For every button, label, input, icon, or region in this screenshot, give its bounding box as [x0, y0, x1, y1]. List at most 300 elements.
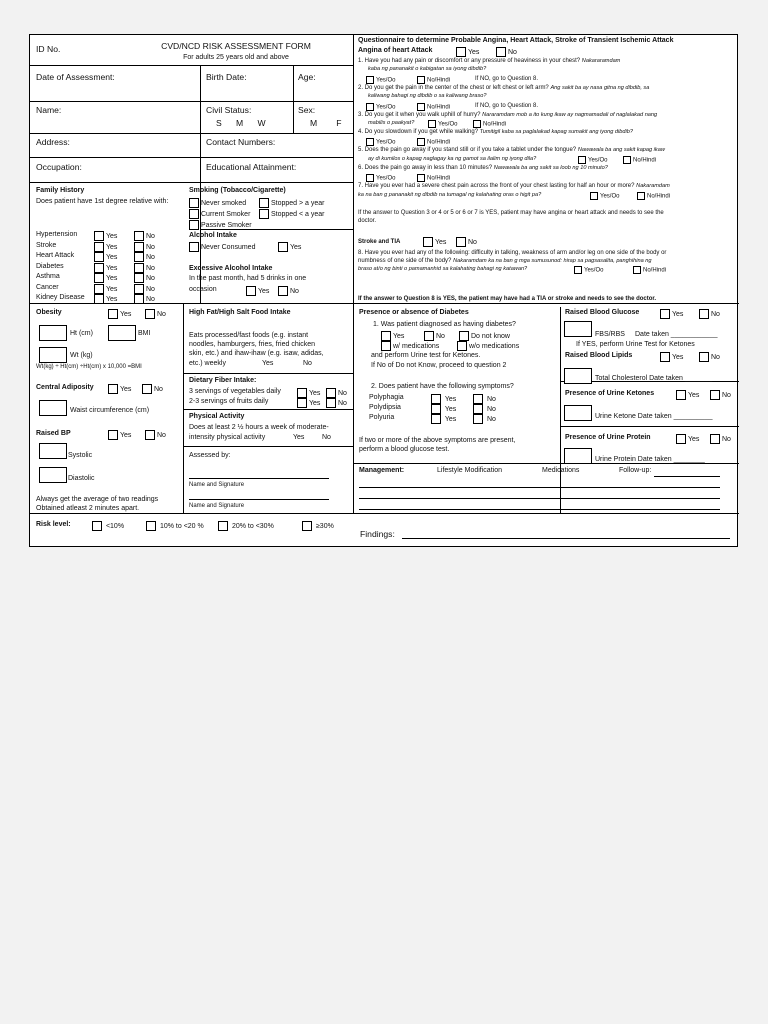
family-history-no[interactable]: No — [134, 231, 155, 241]
checkbox[interactable] — [457, 341, 467, 351]
checkbox[interactable] — [94, 242, 104, 252]
id-label: ID No. — [36, 44, 61, 54]
divider — [30, 513, 739, 514]
question-8b: numbness of one side of the body? Nakaramdam ka na ban g mga sumusunod: hirap sa pagsasalita, panghihina ng — [358, 258, 652, 264]
symptom-yes[interactable]: Yes — [431, 404, 456, 414]
checkbox[interactable] — [660, 309, 670, 319]
diabetes-q2: 2. Does patient have the following symptoms? — [371, 383, 514, 390]
smoking-passive[interactable]: Passive Smoker — [189, 220, 252, 230]
fiber-veg-no[interactable]: No — [326, 388, 347, 398]
fbs-input[interactable] — [564, 321, 592, 337]
urine-protein-label[interactable]: Urine Protein Date taken ________ — [595, 456, 705, 463]
findings-line[interactable] — [402, 538, 730, 539]
management-line[interactable] — [359, 487, 720, 488]
checkbox[interactable] — [259, 198, 269, 208]
checkbox[interactable] — [259, 209, 269, 219]
signature-line[interactable] — [189, 499, 329, 500]
checkbox[interactable] — [108, 384, 118, 394]
symptom-row — [369, 394, 559, 404]
diastolic-label: Diastolic — [68, 475, 95, 482]
family-history-row — [36, 294, 196, 305]
risk-level-3[interactable]: 20% to <30% — [218, 521, 274, 531]
symptom-yes[interactable]: Yes — [431, 414, 456, 424]
address-field[interactable]: Address: — [36, 137, 70, 147]
risk-level-2[interactable]: 10% to <20 % — [146, 521, 204, 531]
family-history-yes[interactable]: Yes — [94, 263, 117, 273]
ketones-no[interactable]: No — [710, 390, 731, 400]
checkbox[interactable] — [660, 352, 670, 362]
checkbox[interactable] — [710, 434, 720, 444]
checkbox[interactable] — [326, 388, 336, 398]
family-history-row — [36, 284, 196, 295]
checkbox[interactable] — [366, 174, 374, 182]
civil-status-field[interactable]: Civil Status: — [206, 105, 252, 115]
checkbox[interactable] — [381, 341, 391, 351]
height-input[interactable] — [39, 325, 67, 341]
question-2: 2. Do you get the pain in the center of the chest or left chest or left arm? Ang sakit ba ay nasa gitna ng dibdib, sa — [358, 85, 650, 91]
obesity-no[interactable]: No — [145, 309, 166, 319]
checkbox[interactable] — [473, 404, 483, 414]
checkbox[interactable] — [366, 103, 374, 111]
q8-yes[interactable]: Yes/Oo — [574, 266, 603, 275]
urine-protein-input[interactable] — [564, 448, 592, 464]
checkbox[interactable] — [134, 263, 144, 273]
lifestyle-modification[interactable]: Lifestyle Modification — [437, 467, 502, 474]
family-history-yes[interactable]: Yes — [94, 284, 117, 294]
checkbox[interactable] — [297, 398, 307, 408]
checkbox[interactable] — [473, 414, 483, 424]
checkbox[interactable] — [676, 390, 686, 400]
risk-level-4[interactable]: ≥30% — [302, 521, 334, 531]
checkbox[interactable] — [417, 174, 425, 182]
family-history-title: Family History — [36, 187, 85, 194]
symptom-label: Polyuria — [369, 414, 395, 421]
fiber-fruit-no[interactable]: No — [326, 398, 347, 408]
urine-ketone-label[interactable]: Urine Ketone Date taken __________ — [595, 413, 713, 420]
glucose-yes[interactable]: Yes — [660, 309, 683, 319]
question-5: 5. Does the pain go away if you stand still or if you take a tablet under the tongue? Nawawala ba ang sakit kapag ikaw — [358, 147, 665, 153]
checkbox[interactable] — [146, 521, 156, 531]
followup-label[interactable]: Follow-up: — [619, 467, 652, 474]
activity-title: Physical Activity — [189, 413, 245, 420]
q8-no[interactable]: No/Hindi — [633, 266, 666, 275]
family-history-no[interactable]: No — [134, 284, 155, 294]
diabetes-if-no: If No of Do not Know, proceed to question 2 — [371, 362, 507, 369]
checkbox[interactable] — [278, 242, 288, 252]
activity-yes[interactable]: Yes — [293, 434, 305, 441]
diabetes-q1: 1. Was patient diagnosed as having diabetes? — [373, 321, 516, 328]
q6-no[interactable]: No/Hindi — [417, 174, 450, 183]
checkbox[interactable] — [134, 242, 144, 252]
family-history-condition: Hypertension — [36, 231, 78, 238]
checkbox[interactable] — [431, 394, 441, 404]
activity-text: Does at least 2 ½ hours a week of moderate- — [189, 424, 329, 431]
family-history-row — [36, 242, 196, 253]
signature-line[interactable] — [189, 478, 329, 479]
checkbox[interactable] — [633, 266, 641, 274]
family-history-yes[interactable]: Yes — [94, 231, 117, 241]
question-3-tagalog: mabilis o paakyat? — [368, 120, 415, 126]
checkbox[interactable] — [496, 47, 506, 57]
divider — [30, 133, 353, 134]
cholesterol-label[interactable]: Total Cholesterol Date taken _______ — [595, 375, 713, 382]
alcohol-title: Alcohol Intake — [189, 232, 237, 239]
systolic-label: Systolic — [68, 452, 93, 459]
checkbox[interactable] — [108, 430, 118, 440]
diet-title: High Fat/High Salt Food Intake — [189, 309, 291, 316]
smoking-never[interactable]: Never smoked — [189, 198, 246, 208]
diabetes-note: If two or more of the above symptoms are present, — [359, 437, 516, 444]
checkbox[interactable] — [417, 76, 425, 84]
checkbox[interactable] — [142, 384, 152, 394]
date-assessment-field[interactable]: Date of Assessment: — [36, 72, 115, 82]
checkbox[interactable] — [574, 266, 582, 274]
angina-label: Angina of heart Attack — [358, 47, 433, 54]
question-4: 4. Do you slowdown if you get while walking? Tumitigil kaba sa paglalakad kapag sumakit ang iyong dibdib? — [358, 129, 633, 135]
blood-glucose-title: Raised Blood Glucose — [565, 309, 640, 316]
management-line[interactable] — [359, 498, 720, 499]
checkbox[interactable] — [456, 237, 466, 247]
symptom-no[interactable]: No — [473, 414, 496, 424]
occupation-field[interactable]: Occupation: — [36, 162, 82, 172]
fiber-fruit: 2-3 servings of fruits daily — [189, 398, 269, 405]
raised-bp-no[interactable]: No — [145, 430, 166, 440]
family-history-row — [36, 273, 196, 284]
family-history-condition: Diabetes — [36, 262, 64, 270]
smoking-stopped-more[interactable]: Stopped > a year — [259, 198, 325, 208]
q7-no[interactable]: No/Hindi — [637, 192, 670, 201]
family-history-condition: Heart Attack — [36, 252, 75, 259]
obesity-title: Obesity — [36, 309, 62, 316]
q1-note: If NO, go to Question 8. — [475, 76, 539, 82]
checkbox[interactable] — [366, 76, 374, 84]
checkbox[interactable] — [134, 231, 144, 241]
question-1: 1. Have you had any pain or discomfort or any pressure of heaviness in your chest? Nakararamdam — [358, 58, 621, 64]
risk-level-1[interactable]: <10% — [92, 521, 124, 531]
divider — [30, 101, 353, 102]
stroke-label: Stroke and TIA — [358, 239, 401, 245]
checkbox[interactable] — [134, 252, 144, 262]
name-field[interactable]: Name: — [36, 105, 62, 115]
cholesterol-input[interactable] — [564, 368, 592, 384]
checkbox[interactable] — [94, 273, 104, 283]
symptom-no[interactable]: No — [473, 404, 496, 414]
q5-no[interactable]: No/Hindi — [623, 156, 656, 165]
diabetes-with-med[interactable]: w/ medications — [381, 341, 439, 351]
checkbox[interactable] — [710, 390, 720, 400]
angina-no[interactable]: No — [496, 47, 517, 57]
activity-no[interactable]: No — [322, 434, 331, 441]
diabetes-yes[interactable]: Yes — [381, 331, 404, 341]
checkbox[interactable] — [134, 273, 144, 283]
symptom-no[interactable]: No — [473, 394, 496, 404]
fbs-label: FBS/RBS — [595, 331, 625, 338]
checkbox[interactable] — [699, 352, 709, 362]
diabetes-without-med[interactable]: w/o medications — [457, 341, 519, 351]
checkbox[interactable] — [428, 120, 436, 128]
fiber-title: Dietary Fiber Intake: — [189, 377, 257, 384]
excessive-alcohol-yes[interactable]: Yes — [246, 286, 269, 296]
diet-yes[interactable]: Yes — [262, 360, 274, 367]
question-8: 8. Have you ever had any of the following: difficulty in talking, weakness of arm and/or leg on one side of the body or — [358, 250, 667, 256]
smoking-current[interactable]: Current Smoker — [189, 209, 250, 219]
assessed-by-label: Assessed by: — [189, 452, 231, 459]
family-history-yes[interactable]: Yes — [94, 242, 117, 252]
divider — [560, 426, 739, 427]
excessive-alcohol-text2: occasion — [189, 286, 217, 293]
checkbox[interactable] — [246, 286, 256, 296]
divider — [30, 182, 353, 183]
risk-level-label: Risk level: — [36, 521, 71, 528]
name-signature-label: Name and Signature — [189, 503, 245, 509]
q2-yes[interactable]: Yes/Oo — [366, 103, 395, 112]
questionnaire-title: Questionnaire to determine Probable Angina, Heart Attack, Stroke of Transient Ischemic Attack — [358, 37, 674, 44]
checkbox[interactable] — [590, 192, 598, 200]
checkbox[interactable] — [459, 331, 469, 341]
family-history-yes[interactable]: Yes — [94, 294, 117, 304]
findings-label: Findings: — [360, 529, 395, 539]
checkbox[interactable] — [473, 394, 483, 404]
angina-yes[interactable]: Yes — [456, 47, 479, 57]
checkbox[interactable] — [676, 434, 686, 444]
checkbox[interactable] — [189, 209, 199, 219]
question-7-tagalog: ka na ban g pananakit ng dibdib na tumagal ng kalahating oras o higit pa? — [358, 192, 542, 198]
question-5-tagalog: ay di kumilos o kapag naglagay ka ng gamot sa ilalim ng iyong dila? — [368, 156, 537, 162]
family-history-no[interactable]: No — [134, 252, 155, 262]
sex-options[interactable]: M F — [310, 118, 342, 128]
education-field[interactable]: Educational Attainment: — [206, 162, 297, 172]
checkbox[interactable] — [189, 198, 199, 208]
family-history-condition: Stroke — [36, 241, 57, 249]
diet-text-4: etc.) weekly — [189, 360, 226, 367]
name-signature-label: Name and Signature — [189, 482, 245, 488]
checkbox[interactable] — [92, 521, 102, 531]
checkbox[interactable] — [108, 309, 118, 319]
stroke-no[interactable]: No — [456, 237, 477, 247]
excessive-alcohol-no[interactable]: No — [278, 286, 299, 296]
family-history-question: Does patient have 1st degree relative with: — [36, 198, 169, 205]
weight-input[interactable] — [39, 347, 67, 363]
stroke-note: If the answer to Question 8 is YES, the patient may have had a TIA or stroke and needs to see the doctor. — [358, 296, 657, 302]
question-1-tagalog: kaba ng pananakit o kabigatan sa iyong dibdib? — [368, 66, 487, 72]
symptom-label: Polydipsia — [369, 404, 401, 411]
fbs-date-taken[interactable]: Date taken ____________ — [635, 331, 718, 338]
checkbox[interactable] — [94, 252, 104, 262]
alcohol-never[interactable]: Never Consumed — [189, 242, 255, 252]
checkbox[interactable] — [134, 294, 144, 304]
checkbox[interactable] — [145, 309, 155, 319]
checkbox[interactable] — [189, 220, 199, 230]
fiber-veg-yes[interactable]: Yes — [297, 388, 320, 398]
diet-text-2: noodles, hamburgers, fries, fried chicken — [189, 341, 316, 348]
management-label: Management: — [359, 467, 405, 474]
center-divider — [353, 35, 354, 513]
excessive-alcohol-text: In the past month, had 5 drinks in one — [189, 275, 307, 282]
q6-yes[interactable]: Yes/Oo — [366, 174, 395, 183]
divider — [183, 373, 353, 374]
diet-text-3: skin, etc.) and ihaw-ihaw (e.g. isaw, adidas, — [189, 350, 324, 357]
checkbox[interactable] — [417, 103, 425, 111]
checkbox[interactable] — [473, 120, 481, 128]
labs-divider — [560, 307, 561, 513]
form-title: CVD/NCD RISK ASSESSMENT FORM — [161, 41, 311, 51]
checkbox[interactable] — [456, 47, 466, 57]
divider — [30, 65, 353, 66]
waist-label: Waist circumference (cm) — [70, 407, 150, 414]
family-history-yes[interactable]: Yes — [94, 273, 117, 283]
bmi-input[interactable] — [108, 325, 136, 341]
diabetes-urine-test: and perform Urine test for Ketones. — [371, 352, 481, 359]
checkbox[interactable] — [578, 156, 586, 164]
q7-yes[interactable]: Yes/Oo — [590, 192, 619, 201]
symptom-label: Polyphagia — [369, 394, 404, 401]
family-history-condition: Kidney Disease — [36, 294, 85, 301]
diabetes-no[interactable]: No — [424, 331, 445, 341]
family-history-no[interactable]: No — [134, 294, 155, 304]
checkbox[interactable] — [431, 404, 441, 414]
checkbox[interactable] — [94, 231, 104, 241]
height-label: Ht (cm) — [70, 330, 93, 337]
age-field[interactable]: Age: — [298, 72, 316, 82]
waist-input[interactable] — [39, 400, 67, 416]
bp-note2: Obtained atleast 2 minutes apart. — [36, 505, 140, 512]
diet-no[interactable]: No — [303, 360, 312, 367]
bmi-formula: Wt(kg) ÷ Ht(cm) ÷Ht(cm) x 10,000 =BMI — [36, 364, 142, 370]
checkbox[interactable] — [637, 192, 645, 200]
q2-no[interactable]: No/Hindi — [417, 103, 450, 112]
central-adiposity-title: Central Adiposity — [36, 384, 94, 391]
q4-yes[interactable]: Yes/Oo — [366, 138, 395, 147]
checkbox[interactable] — [326, 398, 336, 408]
diabetes-dont-know[interactable]: Do not know — [459, 331, 510, 341]
checkbox[interactable] — [431, 414, 441, 424]
family-history-no[interactable]: No — [134, 242, 155, 252]
glucose-no[interactable]: No — [699, 309, 720, 319]
lipids-yes[interactable]: Yes — [660, 352, 683, 362]
fiber-veg: 3 servings of vegetables daily — [189, 388, 281, 395]
excessive-alcohol-title: Excessive Alcohol Intake — [189, 265, 273, 272]
central-adiposity-yes[interactable]: Yes — [108, 384, 131, 394]
diabetes-title: Presence or absence of Diabetes — [359, 309, 469, 316]
medications-label[interactable]: Medications — [542, 467, 580, 474]
question-8-tagalog: braso at/o ng binti o pamamanhid sa kalahating bahagi ng katawan? — [358, 266, 528, 272]
form-subtitle: For adults 25 years old and above — [183, 54, 289, 61]
checkbox[interactable] — [297, 388, 307, 398]
fiber-fruit-yes[interactable]: Yes — [297, 398, 320, 408]
q1-yes[interactable]: Yes/Oo — [366, 76, 395, 85]
diet-text-1: Eats processed/fast foods (e.g. instant — [189, 332, 309, 339]
checkbox[interactable] — [145, 430, 155, 440]
family-history-row — [36, 252, 196, 263]
urine-ketone-input[interactable] — [564, 405, 592, 421]
civil-status-options[interactable]: S M W — [216, 118, 266, 128]
obesity-yes[interactable]: Yes — [108, 309, 131, 319]
q1-no[interactable]: No/Hindi — [417, 76, 450, 85]
protein-no[interactable]: No — [710, 434, 731, 444]
risk-assessment-form — [29, 34, 738, 547]
systolic-input[interactable] — [39, 443, 67, 459]
angina-note2: doctor. — [358, 218, 377, 224]
divider — [30, 157, 353, 158]
checkbox[interactable] — [94, 263, 104, 273]
q5-yes[interactable]: Yes/Oo — [578, 156, 607, 165]
diastolic-input[interactable] — [39, 467, 67, 483]
checkbox[interactable] — [134, 284, 144, 294]
family-history-no[interactable]: No — [134, 273, 155, 283]
symptom-yes[interactable]: Yes — [431, 394, 456, 404]
checkbox[interactable] — [189, 242, 199, 252]
raised-bp-title: Raised BP — [36, 430, 71, 437]
symptom-row — [369, 414, 559, 424]
checkbox[interactable] — [381, 331, 391, 341]
obesity-divider — [183, 303, 184, 513]
checkbox[interactable] — [94, 284, 104, 294]
bmi-label: BMI — [138, 330, 151, 337]
smoking-stopped-less[interactable]: Stopped < a year — [259, 209, 325, 219]
checkbox[interactable] — [278, 286, 288, 296]
q3-no[interactable]: No/Hindi — [473, 120, 506, 129]
central-adiposity-no[interactable]: No — [142, 384, 163, 394]
family-history-no[interactable]: No — [134, 263, 155, 273]
stroke-yes[interactable]: Yes — [423, 237, 446, 247]
family-history-yes[interactable]: Yes — [94, 252, 117, 262]
glucose-if-yes: If YES, perform Urine Test for Ketones — [576, 341, 695, 348]
checkbox[interactable] — [699, 309, 709, 319]
divider — [183, 446, 353, 447]
checkbox[interactable] — [417, 138, 425, 146]
smoking-title: Smoking (Tobacco/Cigarette) — [189, 187, 286, 194]
sex-field[interactable]: Sex: — [298, 105, 316, 115]
family-history-row — [36, 231, 196, 242]
bp-note: Always get the average of two readings — [36, 496, 159, 503]
checkbox[interactable] — [423, 237, 433, 247]
blood-lipids-title: Raised Blood Lipids — [565, 352, 633, 359]
angina-note: If the answer to Question 3 or 4 or 5 or 6 or 7 is YES, patient may have angina or heart attack and needs to see the — [358, 210, 664, 216]
family-history-condition: Asthma — [36, 273, 60, 280]
birth-date-field[interactable]: Birth Date: — [206, 72, 247, 82]
raised-bp-yes[interactable]: Yes — [108, 430, 131, 440]
question-6: 6. Does the pain go away in less than 10 minutes? Nawawala ba ang sakit sa loob ng 10 minuto? — [358, 165, 608, 171]
urine-ketones-title: Presence of Urine Ketones — [565, 390, 655, 397]
followup-line[interactable] — [654, 476, 720, 477]
contact-field[interactable]: Contact Numbers: — [206, 137, 276, 147]
checkbox[interactable] — [366, 138, 374, 146]
management-line[interactable] — [359, 509, 720, 510]
age-divider — [293, 65, 294, 133]
checkbox[interactable] — [218, 521, 228, 531]
family-history-list — [36, 231, 196, 305]
family-history-condition: Cancer — [36, 283, 59, 291]
q4-no[interactable]: No/Hindi — [417, 138, 450, 147]
symptom-row — [369, 404, 559, 414]
alcohol-yes[interactable]: Yes — [278, 242, 301, 252]
checkbox[interactable] — [424, 331, 434, 341]
symptom-list — [369, 394, 559, 424]
protein-yes[interactable]: Yes — [676, 434, 699, 444]
checkbox[interactable] — [623, 156, 631, 164]
lipids-no[interactable]: No — [699, 352, 720, 362]
ketones-yes[interactable]: Yes — [676, 390, 699, 400]
q3-yes[interactable]: Yes/Oo — [428, 120, 457, 129]
question-2-tagalog: kaliwang bahagi ng dibdib o sa kaliwang braso? — [368, 93, 487, 99]
checkbox[interactable] — [94, 294, 104, 304]
checkbox[interactable] — [302, 521, 312, 531]
activity-text2: intensity physical activity — [189, 434, 266, 441]
question-3: 3. Do you get it when you walk uphill of hurry? Nararamdam mob a ito kung ikaw ay nagmamadali of naglalakad nang — [358, 112, 658, 118]
weight-label: Wt (kg) — [70, 352, 93, 359]
divider — [183, 409, 353, 410]
diabetes-note2: perform a blood glucose test. — [359, 446, 450, 453]
